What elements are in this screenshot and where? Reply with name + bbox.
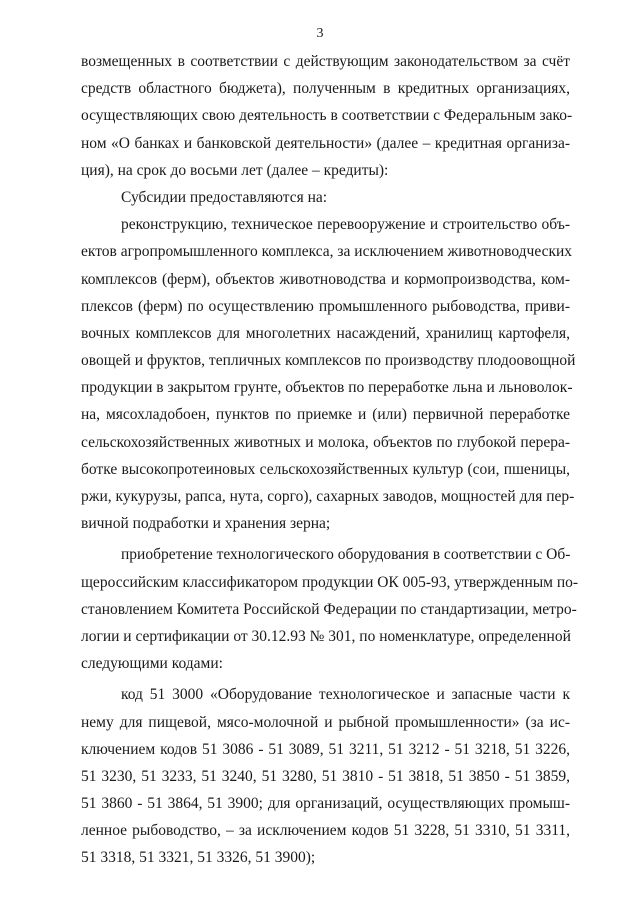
page-number: 3 (316, 26, 324, 41)
paragraph-subsidies-intro (81, 184, 570, 211)
text-line: ленное рыбоводство, – за исключением кодов 51 3228, 51 3310, 51 3311, (81, 822, 570, 840)
text-line: 51 3230, 51 3233, 51 3240, 51 3280, 51 3810 - 51 3818, 51 3850 - 51 3859, (81, 767, 570, 785)
text-line: средств областного бюджета), полученным в кредитных организациях, (81, 80, 570, 98)
text-line: ботке высокопротеиновых сельскохозяйственных культур (сои, пшеницы, (81, 460, 570, 478)
paragraph-loan-terms (81, 48, 573, 184)
text-line: на, мясохладобоен, пунктов по приемке и (или) первичной переработке (81, 406, 570, 424)
text-line: сельскохозяйственных животных и молока, объектов по глубокой перера- (81, 433, 570, 451)
text-line: логии и сертификации от 30.12.93 № 301, по номенклатуре, определенной (81, 627, 571, 645)
paragraph-equipment-purchase (81, 541, 579, 677)
text-line: Субсидии предоставляются на: (121, 188, 328, 206)
text-line: плексов (ферм) по осуществлению промышленного рыбоводства, приви- (81, 297, 570, 315)
text-line: нему для пищевой, мясо-молочной и рыбной промышленности» (за ис- (81, 713, 570, 731)
text-line: продукции в закрытом грунте, объектов по переработке льна и льноволок- (81, 379, 573, 397)
text-line: вочных комплексов для многолетних насаждений, хранилищ картофеля, (81, 324, 570, 342)
text-line: комплексов (ферм), объектов животноводства и кормопроизводства, ком- (81, 270, 570, 288)
text-line: реконструкцию, техническое перевооружение и строительство объ- (121, 216, 570, 234)
text-line: 51 3318, 51 3321, 51 3326, 51 3900); (81, 849, 316, 867)
text-line: осуществляющих свою деятельность в соответствии с Федеральным зако- (81, 107, 573, 125)
text-line: следующими кодами: (81, 655, 223, 673)
text-line: становлением Комитета Российской Федерации по стандартизации, метро- (81, 600, 577, 618)
text-line: ржи, кукурузы, рапса, нута, сорго), сахарных заводов, мощностей для пер- (81, 488, 575, 505)
text-line: 51 3860 - 51 3864, 51 3900; для организаций, осуществляющих промыш- (81, 795, 570, 813)
text-line: возмещенных в соответствии с действующим законодательством за счёт (81, 53, 570, 70)
text-line: ключением кодов 51 3086 - 51 3089, 51 3211, 51 3212 - 51 3218, 51 3226, (81, 740, 570, 758)
text-line: ция), на срок до восьми лет (далее – кредиты): (81, 161, 389, 179)
text-line: приобретение технологического оборудования в соответствии с Об- (121, 546, 571, 564)
text-line: щероссийским классификатором продукции ОК 005-93, утвержденным по- (81, 573, 579, 591)
paragraph-code-513000 (81, 681, 570, 871)
text-line: вичной подработки и хранения зерна; (81, 515, 331, 533)
text-line: ном «О банках и банковской деятельности» (далее – кредитная организа- (81, 134, 570, 152)
text-line: код 51 3000 «Оборудование технологическое и запасные части к (121, 686, 570, 704)
text-line: ектов агропромышленного комплекса, за исключением животноводческих (81, 243, 573, 261)
text-line: овощей и фруктов, тепличных комплексов по производству плодоовощной (81, 352, 576, 370)
paragraph-reconstruction (81, 211, 576, 537)
document-body (81, 48, 579, 872)
